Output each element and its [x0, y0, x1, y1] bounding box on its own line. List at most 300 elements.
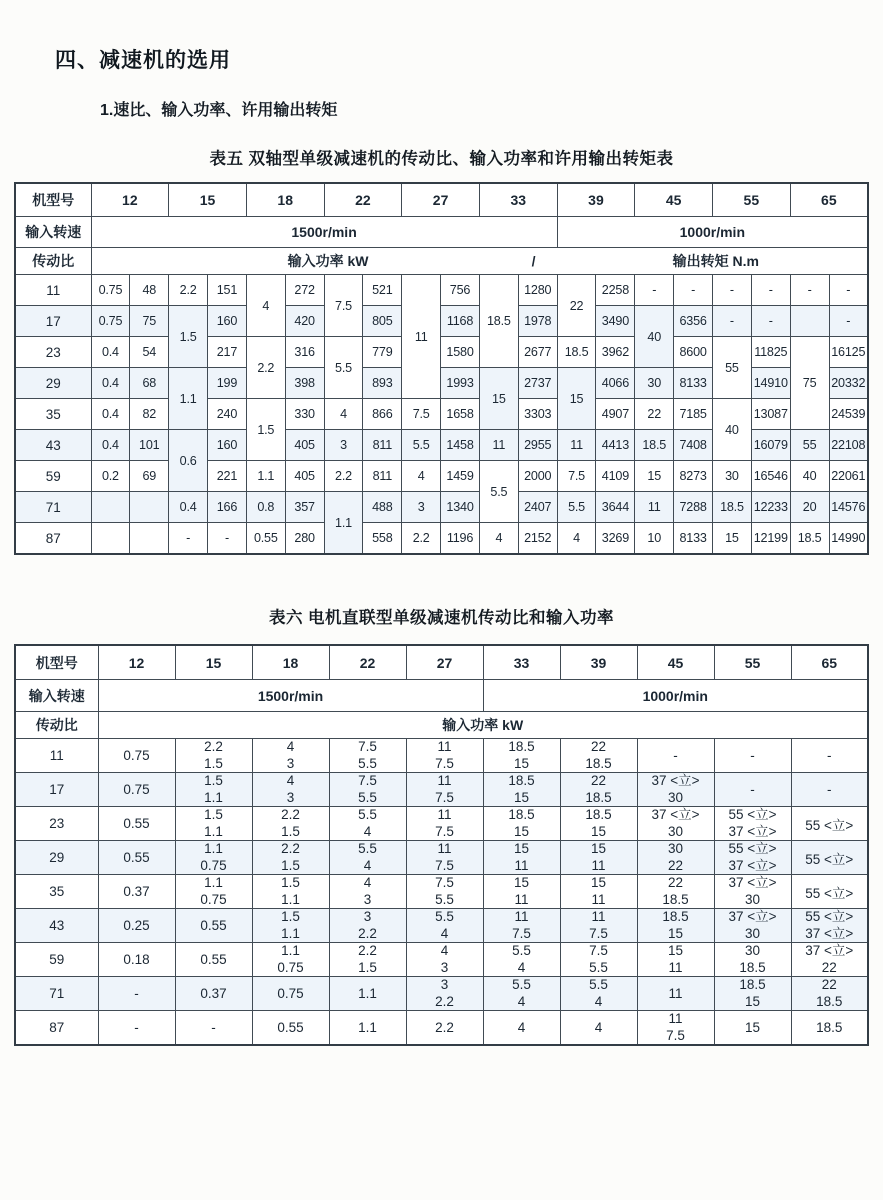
value-cell: 7.5 — [557, 461, 596, 492]
header-cell: 45 — [637, 645, 714, 680]
value-cell — [252, 807, 329, 841]
header-cell: 1000r/min — [483, 680, 868, 712]
value-cell: 15 — [479, 368, 518, 430]
value-line: 5.5 — [589, 959, 608, 975]
table-row — [15, 337, 868, 368]
value-cell: 151 — [208, 275, 247, 306]
value-line: 4 — [440, 943, 449, 958]
value-cell: 0.4 — [91, 337, 130, 368]
value-cell: 0.6 — [169, 430, 208, 492]
value-line: 0.75 — [200, 857, 227, 873]
value-line: 7.5 — [435, 755, 454, 771]
value-cell: 0.18 — [98, 943, 175, 977]
value-cell — [560, 841, 637, 875]
value-cell: 558 — [363, 523, 402, 555]
value-line: 18.5 — [508, 773, 535, 788]
value-cell: 18.5 — [790, 523, 829, 555]
value-cell — [252, 841, 329, 875]
value-cell: - — [98, 1011, 175, 1046]
value-cell: 1458 — [441, 430, 480, 461]
value-cell: 3 — [324, 430, 363, 461]
ratio-cell: 59 — [15, 943, 98, 977]
table-row — [15, 275, 868, 306]
value-cell: 11 — [402, 275, 441, 399]
value-cell: 7288 — [674, 492, 713, 523]
value-line: 2.2 — [358, 943, 377, 958]
table-row — [15, 909, 868, 943]
value-cell — [560, 977, 637, 1011]
value-cell: 55 <立> — [791, 807, 868, 841]
value-cell: 40 — [790, 461, 829, 492]
value-line: 2.2 — [358, 925, 377, 941]
value-line: 15 — [513, 875, 530, 890]
value-cell: - — [713, 275, 752, 306]
value-cell: 22 — [635, 399, 674, 430]
header-cell: 15 — [175, 645, 252, 680]
value-cell — [406, 875, 483, 909]
header-cell: 55 — [714, 645, 791, 680]
value-cell: 0.75 — [252, 977, 329, 1011]
value-line: 1.5 — [204, 807, 223, 822]
table-row — [15, 739, 868, 773]
value-cell: 40 — [713, 399, 752, 461]
table6-motor-direct-coupled-reducer-ratings — [14, 644, 869, 1046]
header-cell: 18 — [246, 183, 324, 217]
header-cell: 1500r/min — [91, 217, 557, 248]
value-cell — [406, 909, 483, 943]
value-line: 11 — [591, 909, 606, 924]
value-line: 5.5 — [358, 841, 377, 856]
value-cell: 0.4 — [169, 492, 208, 523]
value-cell: 405 — [285, 461, 324, 492]
value-cell: 30 — [713, 461, 752, 492]
ratio-cell: 11 — [15, 739, 98, 773]
value-line: 1.1 — [281, 925, 300, 941]
value-cell — [329, 875, 406, 909]
table-row — [15, 1011, 868, 1046]
value-cell: 1.1 — [329, 977, 406, 1011]
value-cell — [329, 807, 406, 841]
value-line: 1.5 — [281, 857, 300, 873]
value-line: 11 — [437, 739, 452, 754]
value-line: 7.5 — [512, 925, 531, 941]
value-cell: - — [713, 306, 752, 337]
value-line: 7.5 — [435, 857, 454, 873]
value-cell: 893 — [363, 368, 402, 399]
value-cell: 8133 — [674, 368, 713, 399]
value-cell: 3644 — [596, 492, 635, 523]
header-cell: 65 — [790, 183, 868, 217]
value-line: 37 <立> — [728, 875, 777, 890]
value-cell — [714, 977, 791, 1011]
value-cell: 1.1 — [329, 1011, 406, 1046]
value-cell: 18.5 — [557, 337, 596, 368]
value-cell: 2677 — [518, 337, 557, 368]
value-cell: 16546 — [751, 461, 790, 492]
value-cell: 2258 — [596, 275, 635, 306]
value-cell — [560, 909, 637, 943]
value-cell: 4 — [483, 1011, 560, 1046]
value-cell: 1993 — [441, 368, 480, 399]
value-line: 18.5 — [662, 891, 689, 907]
value-cell: - — [751, 306, 790, 337]
value-line: 11 — [514, 909, 529, 924]
value-cell: 398 — [285, 368, 324, 399]
value-line: 5.5 — [358, 807, 377, 822]
value-cell — [91, 492, 130, 523]
value-cell: 866 — [363, 399, 402, 430]
value-cell: - — [635, 275, 674, 306]
value-cell — [175, 841, 252, 875]
value-cell: 2152 — [518, 523, 557, 555]
value-cell — [637, 909, 714, 943]
value-cell: 2.2 — [246, 337, 285, 399]
table-row — [15, 183, 868, 217]
value-cell — [714, 807, 791, 841]
header-part: 输出转矩 N.m — [672, 253, 759, 269]
value-cell — [252, 875, 329, 909]
value-line: 1.1 — [204, 823, 223, 839]
table-row — [15, 807, 868, 841]
value-line: 37 <立> — [728, 823, 777, 839]
value-cell — [560, 943, 637, 977]
value-line: 5.5 — [435, 909, 454, 924]
value-line: 4 — [517, 993, 526, 1009]
value-cell: 16079 — [751, 430, 790, 461]
value-line: 0.75 — [200, 891, 227, 907]
value-line: 2.2 — [435, 993, 454, 1009]
value-cell: 1196 — [441, 523, 480, 555]
value-line: 1.5 — [204, 755, 223, 771]
value-cell: 18.5 — [635, 430, 674, 461]
value-cell: 4 — [402, 461, 441, 492]
value-cell: 7408 — [674, 430, 713, 461]
ratio-cell: 11 — [15, 275, 91, 306]
value-cell: 22061 — [829, 461, 868, 492]
value-line: 11 — [668, 1011, 683, 1026]
value-cell — [252, 909, 329, 943]
value-cell — [406, 807, 483, 841]
header-cell: 27 — [402, 183, 480, 217]
value-cell: 1280 — [518, 275, 557, 306]
value-cell: 4 — [324, 399, 363, 430]
value-cell — [791, 943, 868, 977]
header-cell: 传动比 — [15, 248, 91, 275]
value-cell: 779 — [363, 337, 402, 368]
value-line: 1.1 — [204, 841, 223, 856]
value-line: 11 — [668, 959, 683, 975]
value-cell: 0.55 — [246, 523, 285, 555]
value-line: 15 — [590, 875, 607, 890]
value-cell: - — [829, 275, 868, 306]
value-line: 1.5 — [281, 875, 300, 890]
value-cell — [175, 807, 252, 841]
ratio-cell: 29 — [15, 368, 91, 399]
value-cell — [637, 1011, 714, 1046]
value-line: 3 — [286, 789, 295, 805]
value-line: 18.5 — [585, 789, 612, 805]
value-line: 4 — [363, 875, 372, 890]
value-line: 55 <立> — [728, 807, 777, 822]
value-cell: 2.2 — [169, 275, 208, 306]
value-cell — [714, 841, 791, 875]
value-cell — [714, 909, 791, 943]
value-line: 15 — [513, 823, 530, 839]
value-cell: 8273 — [674, 461, 713, 492]
value-cell: 10 — [635, 523, 674, 555]
value-cell: 316 — [285, 337, 324, 368]
value-line: 37 <立> — [651, 773, 700, 788]
value-line: 3 — [440, 959, 449, 975]
value-cell: 20332 — [829, 368, 868, 399]
header-cell: 39 — [560, 645, 637, 680]
value-cell — [483, 875, 560, 909]
value-cell: - — [791, 739, 868, 773]
header-cell: 33 — [479, 183, 557, 217]
header-cell: 22 — [329, 645, 406, 680]
value-cell: 3269 — [596, 523, 635, 555]
table-row — [15, 461, 868, 492]
value-cell — [483, 841, 560, 875]
value-cell: 0.4 — [91, 430, 130, 461]
value-cell: 1.5 — [169, 306, 208, 368]
value-cell: 0.4 — [91, 368, 130, 399]
ratio-cell: 71 — [15, 492, 91, 523]
value-cell: 0.75 — [91, 275, 130, 306]
value-cell: 15 — [714, 1011, 791, 1046]
value-line: 37 <立> — [805, 925, 854, 941]
value-line: 22 — [590, 739, 607, 754]
value-cell: 0.55 — [175, 909, 252, 943]
value-cell: 280 — [285, 523, 324, 555]
value-cell: 805 — [363, 306, 402, 337]
value-line: 5.5 — [512, 943, 531, 958]
value-cell: 55 — [790, 430, 829, 461]
header-part: / — [531, 253, 536, 269]
table-row — [15, 680, 868, 712]
value-cell — [714, 943, 791, 977]
value-line: 5.5 — [358, 789, 377, 805]
value-cell: 1340 — [441, 492, 480, 523]
value-cell: 16125 — [829, 337, 868, 368]
value-cell: 160 — [208, 306, 247, 337]
table-row — [15, 875, 868, 909]
value-cell: 14910 — [751, 368, 790, 399]
value-cell: 2955 — [518, 430, 557, 461]
table-row — [15, 841, 868, 875]
table-row — [15, 645, 868, 680]
value-cell: 217 — [208, 337, 247, 368]
value-cell — [329, 739, 406, 773]
value-cell — [329, 773, 406, 807]
subsection-heading: 1.速比、输入功率、许用输出转矩 — [100, 102, 338, 119]
value-line: 7.5 — [435, 789, 454, 805]
table-row — [15, 306, 868, 337]
value-cell: 55 <立> — [791, 875, 868, 909]
value-cell: 0.75 — [98, 773, 175, 807]
value-cell: 8133 — [674, 523, 713, 555]
value-cell: 5.5 — [479, 461, 518, 523]
value-line: 55 <立> — [805, 909, 854, 924]
table-row — [15, 977, 868, 1011]
value-line: 0.75 — [277, 959, 304, 975]
value-cell: 82 — [130, 399, 169, 430]
value-cell — [560, 875, 637, 909]
value-cell: 4 — [246, 275, 285, 337]
table-row — [15, 523, 868, 555]
value-cell: 4907 — [596, 399, 635, 430]
value-line: 18.5 — [585, 807, 612, 822]
value-cell — [560, 739, 637, 773]
value-cell — [483, 909, 560, 943]
value-cell: 1168 — [441, 306, 480, 337]
value-line: 7.5 — [589, 925, 608, 941]
value-line: 22 — [667, 875, 684, 890]
value-cell — [791, 909, 868, 943]
value-cell: 7.5 — [324, 275, 363, 337]
value-cell: 357 — [285, 492, 324, 523]
value-line: 22 — [667, 857, 684, 873]
value-cell — [791, 977, 868, 1011]
value-line: 18.5 — [508, 807, 535, 822]
header-cell — [91, 248, 868, 275]
value-cell: 1.1 — [169, 368, 208, 430]
value-cell — [329, 943, 406, 977]
value-cell: 8600 — [674, 337, 713, 368]
header-cell: 27 — [406, 645, 483, 680]
table5-double-shaft-reducer-ratings — [14, 182, 869, 555]
value-line: 7.5 — [358, 773, 377, 788]
value-line: 11 — [514, 857, 529, 873]
header-cell: 12 — [98, 645, 175, 680]
ratio-cell: 23 — [15, 337, 91, 368]
value-cell: 7185 — [674, 399, 713, 430]
value-cell: 22108 — [829, 430, 868, 461]
value-cell: 199 — [208, 368, 247, 399]
value-line: 7.5 — [435, 823, 454, 839]
table-row — [15, 943, 868, 977]
value-line: 37 <立> — [805, 943, 854, 958]
value-cell: 1.1 — [246, 461, 285, 492]
value-line: 1.1 — [204, 789, 223, 805]
value-cell: 1.1 — [324, 492, 363, 555]
value-line: 7.5 — [358, 739, 377, 754]
header-cell: 55 — [713, 183, 791, 217]
value-cell: 0.75 — [91, 306, 130, 337]
value-cell: 15 — [557, 368, 596, 430]
value-cell: 55 — [713, 337, 752, 399]
value-cell: 5.5 — [324, 337, 363, 399]
value-cell: 24539 — [829, 399, 868, 430]
value-line: 22 — [590, 773, 607, 788]
table-row — [15, 712, 868, 739]
value-line: 1.1 — [281, 943, 300, 958]
value-cell: 521 — [363, 275, 402, 306]
value-cell — [175, 739, 252, 773]
value-cell: 221 — [208, 461, 247, 492]
value-cell: 4109 — [596, 461, 635, 492]
table6-title: 表六 电机直联型单级减速机传动比和输入功率 — [268, 609, 615, 627]
value-cell: 0.37 — [98, 875, 175, 909]
value-cell: 811 — [363, 430, 402, 461]
value-line: 22 — [821, 977, 837, 992]
value-line: 15 — [513, 789, 530, 805]
header-cell: 机型号 — [15, 183, 91, 217]
value-cell: - — [791, 773, 868, 807]
value-cell — [252, 943, 329, 977]
value-cell — [329, 909, 406, 943]
value-line: 30 — [667, 823, 684, 839]
value-cell — [406, 977, 483, 1011]
value-cell: 48 — [130, 275, 169, 306]
value-cell: 0.37 — [175, 977, 252, 1011]
value-cell: 1459 — [441, 461, 480, 492]
value-cell: 0.55 — [98, 841, 175, 875]
value-cell: 4066 — [596, 368, 635, 399]
value-line: 2.2 — [281, 841, 300, 856]
value-line: 15 — [744, 993, 761, 1009]
value-line: 11 — [437, 841, 452, 856]
value-cell: 18.5 — [479, 275, 518, 368]
ratio-cell: 29 — [15, 841, 98, 875]
value-cell: 54 — [130, 337, 169, 368]
value-cell: 4 — [479, 523, 518, 555]
ratio-cell: 17 — [15, 306, 91, 337]
value-cell: 2000 — [518, 461, 557, 492]
value-cell: 7.5 — [402, 399, 441, 430]
ratio-cell: 17 — [15, 773, 98, 807]
value-line: 22 — [821, 959, 837, 975]
value-cell: 55 <立> — [791, 841, 868, 875]
value-cell: 0.4 — [91, 399, 130, 430]
value-cell: 18.5 — [791, 1011, 868, 1046]
value-line: 5.5 — [589, 977, 608, 992]
value-cell — [406, 841, 483, 875]
value-cell: 0.25 — [98, 909, 175, 943]
section-heading: 四、减速机的选用 — [55, 49, 231, 72]
value-line: 18.5 — [585, 755, 612, 771]
value-line: 30 — [667, 841, 684, 856]
value-cell — [637, 807, 714, 841]
value-cell: 3303 — [518, 399, 557, 430]
value-cell — [483, 739, 560, 773]
value-cell: 6356 — [674, 306, 713, 337]
value-line: 5.5 — [512, 977, 531, 992]
value-line: 15 — [590, 841, 607, 856]
value-cell: 166 — [208, 492, 247, 523]
value-cell: 240 — [208, 399, 247, 430]
value-line: 18.5 — [662, 909, 689, 924]
value-cell: 68 — [130, 368, 169, 399]
value-cell: 15 — [713, 523, 752, 555]
ratio-cell: 23 — [15, 807, 98, 841]
header-cell: 22 — [324, 183, 402, 217]
value-cell: - — [208, 523, 247, 555]
value-cell — [560, 807, 637, 841]
value-cell: 13087 — [751, 399, 790, 430]
header-cell: 输入转速 — [15, 217, 91, 248]
header-cell: 输入功率 kW — [98, 712, 868, 739]
value-line: 7.5 — [666, 1027, 685, 1043]
value-cell: - — [751, 275, 790, 306]
value-cell — [252, 773, 329, 807]
value-line: 7.5 — [589, 943, 608, 958]
value-cell: 14990 — [829, 523, 868, 555]
value-line: 30 — [667, 789, 684, 805]
table-row — [15, 248, 868, 275]
value-line: 7.5 — [435, 875, 454, 890]
header-cell: 18 — [252, 645, 329, 680]
